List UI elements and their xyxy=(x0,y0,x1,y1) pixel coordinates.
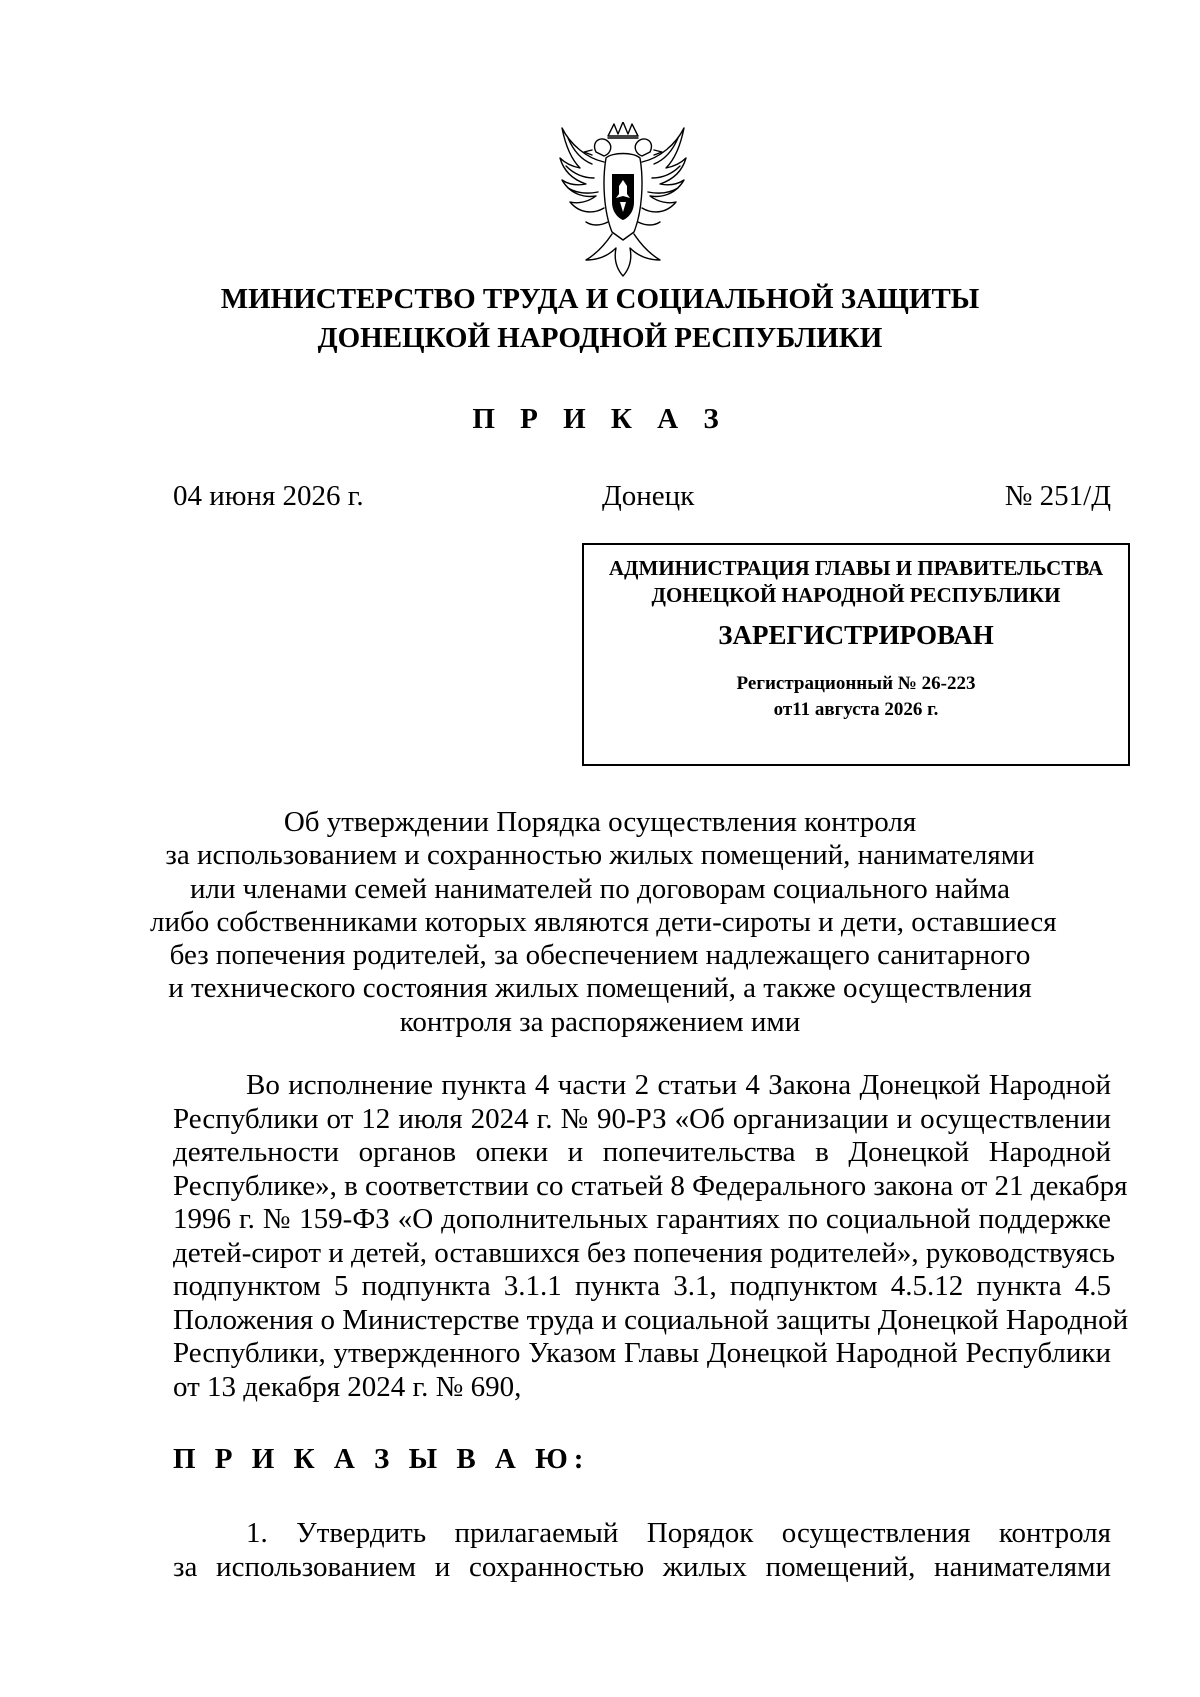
stamp-organization-line-2: ДОНЕЦКОЙ НАРОДНОЙ РЕСПУБЛИКИ xyxy=(651,583,1061,607)
subject-line: за использованием и сохранностью жилых помещений, нанимателями xyxy=(165,839,1035,872)
subject-line: и технического состояния жилых помещений, а также осуществления xyxy=(168,972,1032,1005)
subject-line: Об утверждении Порядка осуществления контроля xyxy=(283,806,917,838)
subject-line: или членами семей нанимателей по договорам социального найма xyxy=(190,872,1010,905)
preamble-line: деятельности органов опеки и попечительства в Донецкой Народной xyxy=(173,1136,1111,1168)
preamble-line: Республики, утвержденного Указом Главы Донецкой Народной Республики xyxy=(173,1337,1111,1369)
directive-heading: П Р И К А З Ы В А Ю: xyxy=(173,1443,590,1475)
item-line: за использованием и сохранностью жилых помещений, нанимателями xyxy=(173,1550,1111,1583)
preamble-paragraph xyxy=(173,1069,1129,1404)
preamble-line: 1996 г. № 159-ФЗ «О дополнительных гарантиях по социальной поддержке xyxy=(173,1203,1111,1235)
order-subject-title xyxy=(150,806,1057,1039)
item-line: 1. Утвердить прилагаемый Порядок осуществления контроля xyxy=(246,1517,1111,1549)
ministry-name xyxy=(150,280,1050,358)
subject-line: контроля за распоряжением ими xyxy=(399,1005,801,1038)
order-number: № 251/Д xyxy=(1004,480,1111,512)
preamble-line: Республике», в соответствии со статьей 8 Федерального закона от 21 декабря xyxy=(173,1169,1128,1202)
stamp-registration-number: Регистрационный № 26-223 xyxy=(736,673,976,694)
stamp-organization-line-1: АДМИНИСТРАЦИЯ ГЛАВЫ И ПРАВИТЕЛЬСТВА xyxy=(608,556,1104,580)
preamble-line: от 13 декабря 2024 г. № 690, xyxy=(173,1370,522,1403)
subject-line: либо собственниками которых являются дети-сироты и дети, оставшиеся xyxy=(150,905,1057,938)
ministry-name-line-2: ДОНЕЦКОЙ НАРОДНОЙ РЕСПУБЛИКИ xyxy=(317,322,883,354)
preamble-line: Положения о Министерстве труда и социальной защиты Донецкой Народной xyxy=(173,1303,1129,1336)
preamble-line: детей-сирот и детей, оставшихся без попечения родителей», руководствуясь xyxy=(173,1236,1115,1269)
order-city: Донецк xyxy=(602,480,695,512)
preamble-line: Республики от 12 июля 2024 г. № 90-РЗ «Об организации и осуществлении xyxy=(173,1102,1111,1135)
stamp-organization xyxy=(594,555,1118,609)
double-headed-eagle-coat-of-arms-icon xyxy=(556,122,690,278)
preamble-line: Во исполнение пункта 4 части 2 статьи 4 Закона Донецкой Народной xyxy=(246,1069,1111,1101)
ministry-name-line-1: МИНИСТЕРСТВО ТРУДА И СОЦИАЛЬНОЙ ЗАЩИТЫ xyxy=(220,283,980,315)
subject-line: без попечения родителей, за обеспечением надлежащего санитарного xyxy=(169,939,1031,972)
preamble-line: подпунктом 5 подпункта 3.1.1 пункта 3.1, подпунктом 4.5.12 пункта 4.5 xyxy=(173,1270,1111,1302)
stamp-status: ЗАРЕГИСТРИРОВАН xyxy=(718,620,994,650)
stamp-registration-details xyxy=(594,671,1118,723)
order-date: 04 июня 2026 г. xyxy=(173,480,364,512)
order-item-1 xyxy=(173,1517,1111,1584)
registration-stamp xyxy=(582,543,1130,766)
document-type-heading: П Р И К А З xyxy=(472,403,728,435)
stamp-registration-date: от11 августа 2026 г. xyxy=(773,699,939,720)
